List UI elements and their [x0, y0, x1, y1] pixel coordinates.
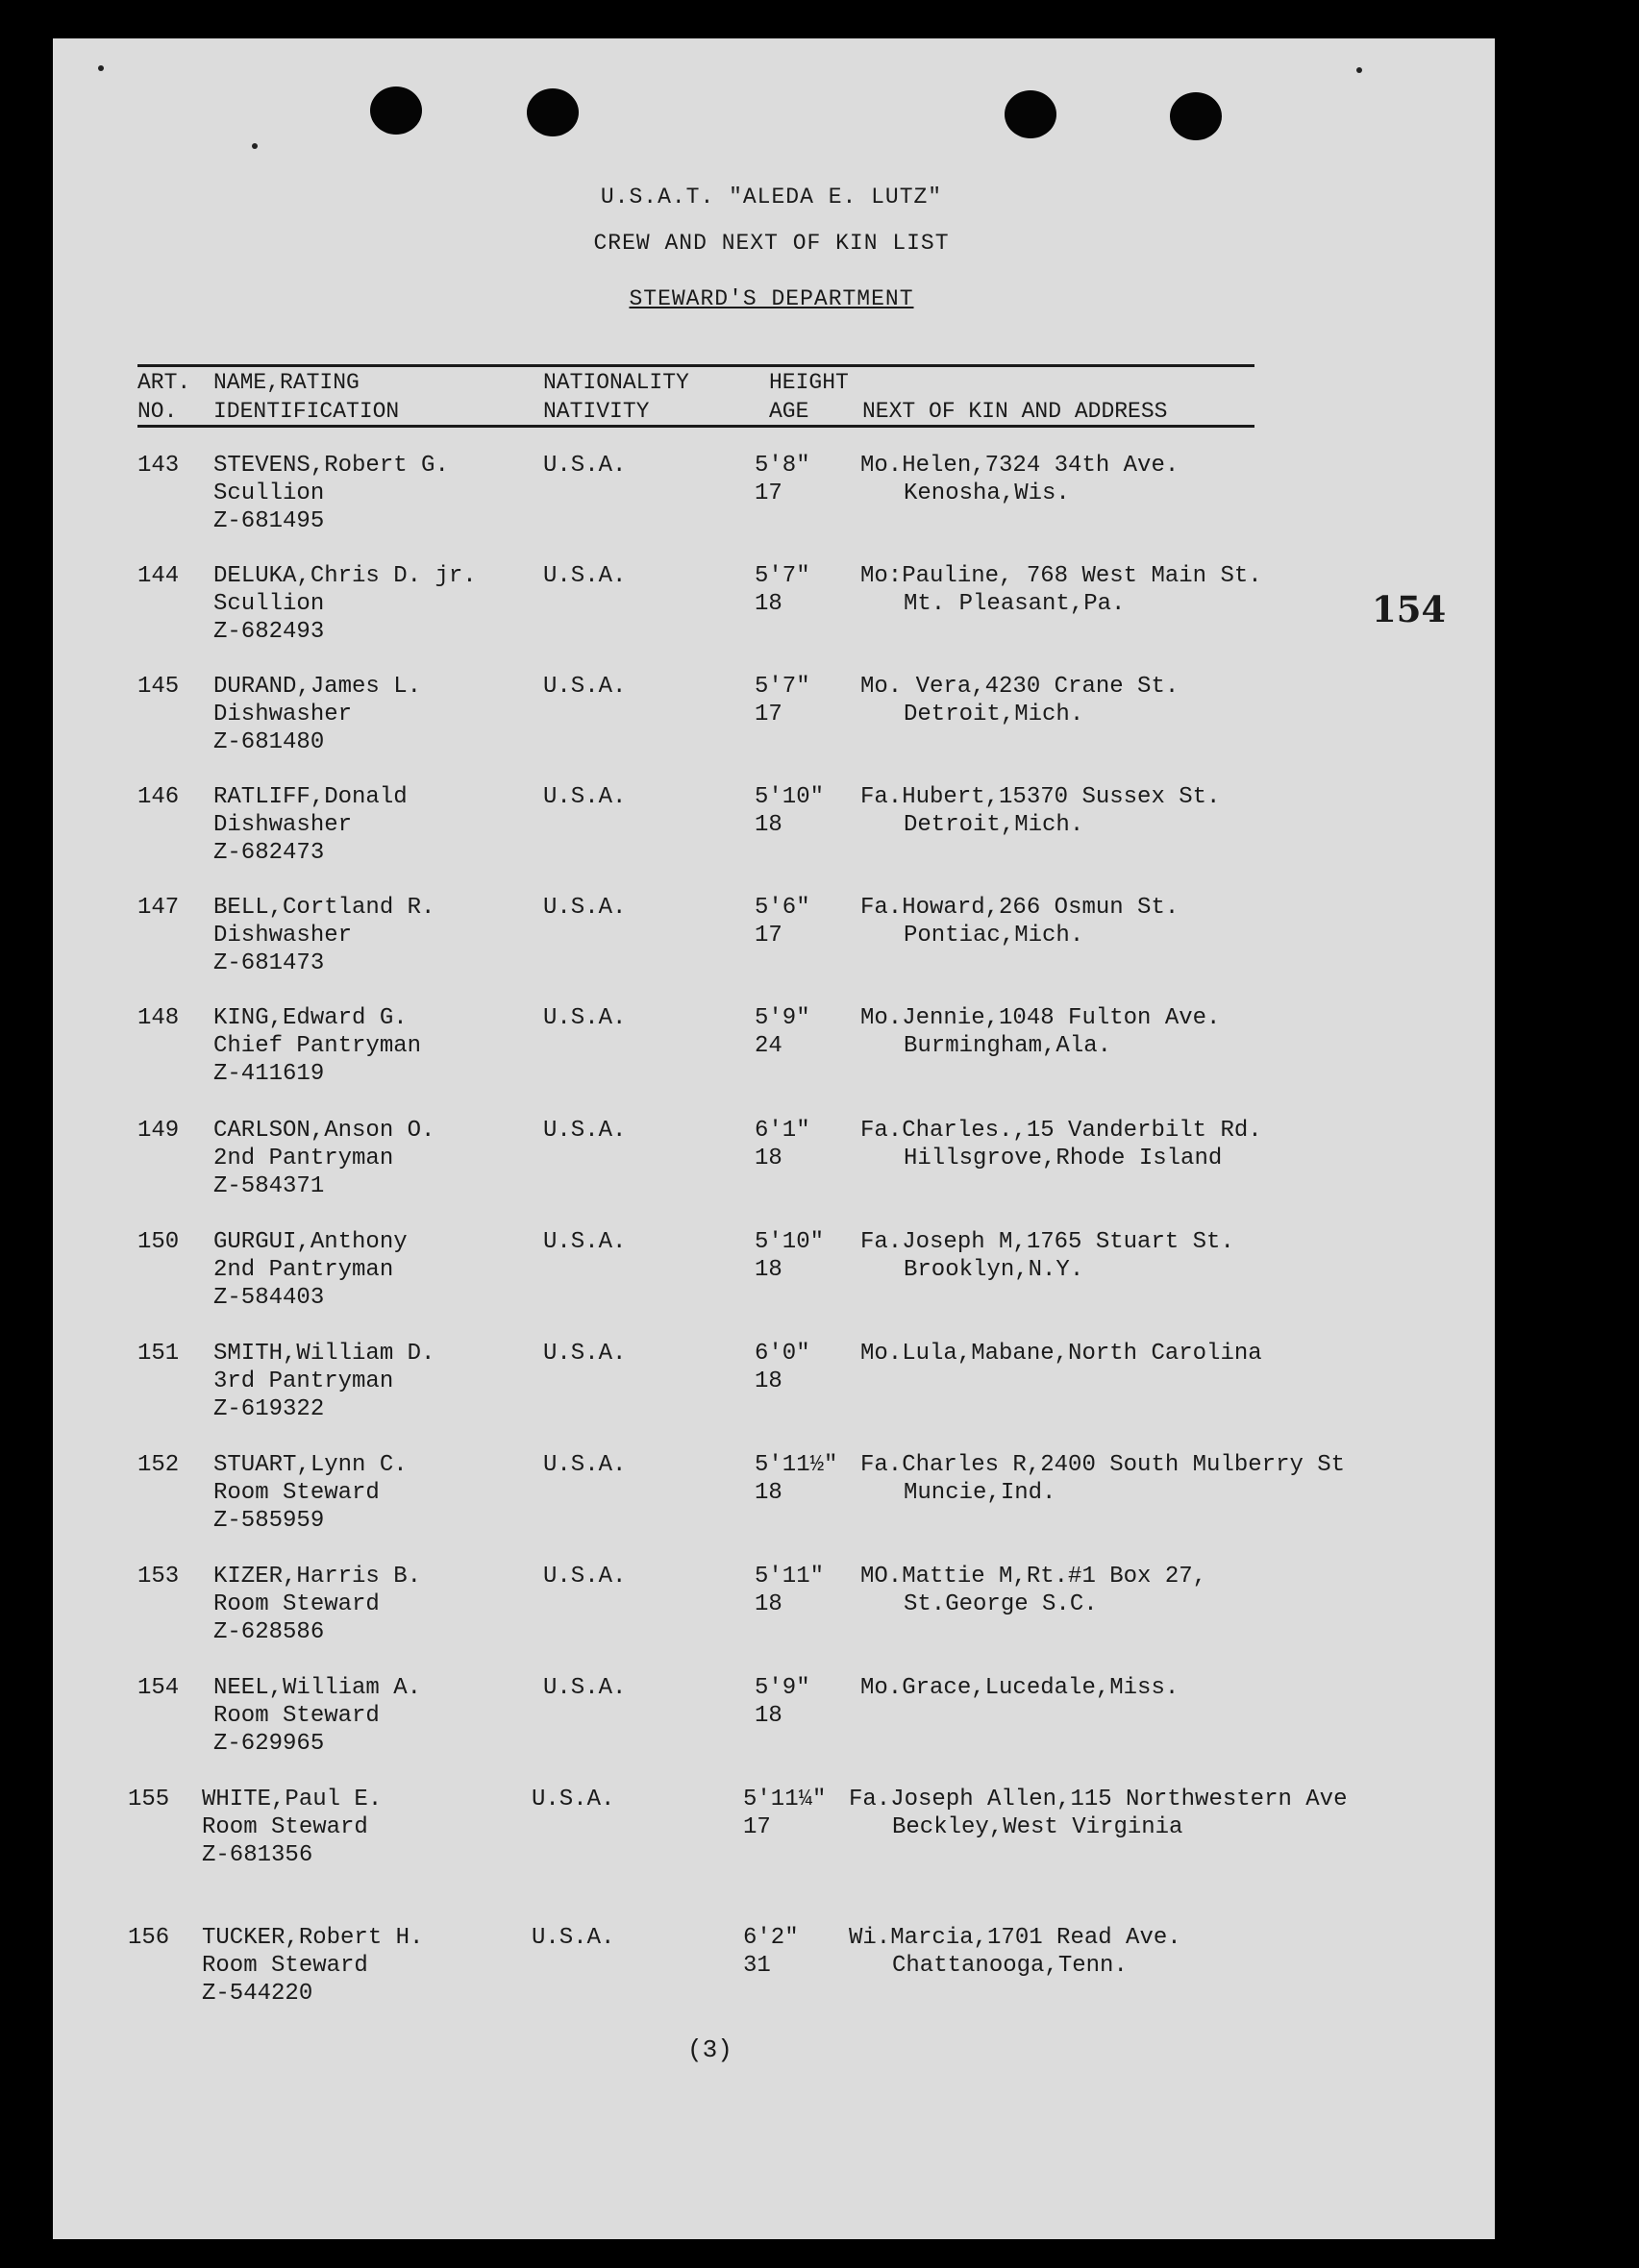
- punch-hole: [1170, 92, 1222, 140]
- crew-art: 154: [137, 1675, 180, 1701]
- name-block: [202, 1924, 423, 2008]
- crew-id: Z-619322: [213, 1396, 325, 1422]
- height-age: [755, 673, 810, 728]
- crew-height: 5'9": [755, 1005, 810, 1031]
- nationality: [543, 1004, 626, 1032]
- crew-addr: Mt. Pleasant,Pa.: [904, 591, 1126, 617]
- next-of-kin: [849, 1924, 1181, 1980]
- crew-rating: Dishwasher: [213, 812, 353, 838]
- next-of-kin: [860, 1117, 1262, 1172]
- crew-addr: Kenosha,Wis.: [904, 481, 1070, 506]
- crew-rating: Dishwasher: [213, 923, 353, 949]
- crew-addr: Detroit,Mich.: [904, 812, 1084, 838]
- crew-kin: Fa.Joseph Allen,115 Northwestern Ave: [849, 1787, 1348, 1812]
- crew-entry: [53, 452, 1495, 557]
- crew-height: 5'10": [755, 784, 825, 810]
- crew-rating: Room Steward: [213, 1591, 380, 1617]
- col-next-of-kin: NEXT OF KIN AND ADDRESS: [862, 399, 1168, 424]
- next-of-kin: [860, 1451, 1345, 1507]
- col-nationality: NATIONALITY NATIVITY: [543, 370, 689, 424]
- crew-addr: Burmingham,Ala.: [904, 1033, 1112, 1059]
- art-number: [137, 894, 179, 922]
- crew-nat: U.S.A.: [543, 895, 627, 921]
- height-age: [755, 1563, 824, 1618]
- crew-kin: Mo. Vera,4230 Crane St.: [860, 674, 1180, 700]
- next-of-kin: [860, 1228, 1234, 1284]
- crew-height: 5'11¼": [743, 1787, 827, 1812]
- crew-addr: Brooklyn,N.Y.: [904, 1257, 1084, 1283]
- crew-addr: Chattanooga,Tenn.: [892, 1953, 1128, 1979]
- next-of-kin: [860, 1340, 1262, 1395]
- crew-rating: 2nd Pantryman: [213, 1146, 394, 1171]
- crew-age: 18: [755, 1480, 782, 1506]
- next-of-kin: [860, 783, 1220, 839]
- crew-name: DELUKA,Chris D. jr.: [213, 563, 477, 589]
- crew-rating: 3rd Pantryman: [213, 1368, 394, 1394]
- crew-age: 18: [755, 1368, 782, 1394]
- list-title: CREW AND NEXT OF KIN LIST: [593, 231, 950, 256]
- crew-addr: Pontiac,Mich.: [904, 923, 1084, 949]
- height-age: [743, 1924, 799, 1980]
- punch-hole: [1005, 90, 1056, 138]
- crew-kin: Mo.Helen,7324 34th Ave.: [860, 453, 1180, 479]
- crew-art: 147: [137, 895, 180, 921]
- crew-nat: U.S.A.: [543, 453, 627, 479]
- col-height-age: HEIGHT AGE: [769, 370, 849, 424]
- nationality: [543, 1340, 626, 1368]
- height-age: [755, 1004, 810, 1060]
- crew-kin: Mo.Jennie,1048 Fulton Ave.: [860, 1005, 1221, 1031]
- crew-name: KIZER,Harris B.: [213, 1564, 422, 1590]
- department-title: STEWARD'S DEPARTMENT: [629, 286, 914, 311]
- crew-height: 5'11": [755, 1564, 825, 1590]
- punch-hole: [370, 86, 422, 135]
- nationality: [543, 1563, 626, 1590]
- crew-addr: St.George S.C.: [904, 1591, 1098, 1617]
- crew-id: Z-681473: [213, 950, 325, 976]
- name-block: [213, 673, 421, 756]
- crew-entry: [53, 1117, 1495, 1222]
- speck: [252, 143, 258, 149]
- page-number: (3): [687, 2035, 733, 2064]
- crew-id: Z-411619: [213, 1061, 325, 1087]
- crew-kin: MO.Mattie M,Rt.#1 Box 27,: [860, 1564, 1207, 1590]
- crew-name: SMITH,William D.: [213, 1341, 435, 1367]
- crew-rating: Room Steward: [213, 1703, 380, 1729]
- crew-kin: Fa.Hubert,15370 Sussex St.: [860, 784, 1221, 810]
- nationality: [532, 1786, 614, 1813]
- name-block: [213, 1004, 421, 1088]
- crew-art: 153: [137, 1564, 180, 1590]
- crew-entry: [53, 1786, 1495, 1891]
- crew-kin: Fa.Joseph M,1765 Stuart St.: [860, 1229, 1234, 1255]
- crew-age: 18: [755, 591, 782, 617]
- crew-kin: Fa.Charles.,15 Vanderbilt Rd.: [860, 1118, 1262, 1144]
- crew-rating: Dishwasher: [213, 702, 353, 727]
- crew-id: Z-629965: [213, 1731, 325, 1757]
- crew-rating: Scullion: [213, 591, 325, 617]
- crew-id: Z-584403: [213, 1285, 325, 1311]
- crew-age: 18: [755, 1703, 782, 1729]
- crew-id: Z-681356: [202, 1842, 313, 1868]
- crew-nat: U.S.A.: [543, 1341, 627, 1367]
- next-of-kin: [860, 1563, 1206, 1618]
- crew-age: 17: [755, 702, 782, 727]
- height-age: [755, 1451, 837, 1507]
- name-block: [213, 1340, 435, 1423]
- next-of-kin: [860, 894, 1179, 949]
- height-age: [755, 894, 810, 949]
- crew-rating: Room Steward: [202, 1814, 368, 1840]
- name-block: [213, 1674, 421, 1758]
- crew-height: 5'9": [755, 1675, 810, 1701]
- name-block: [213, 1228, 408, 1312]
- crew-name: KING,Edward G.: [213, 1005, 408, 1031]
- crew-id: Z-585959: [213, 1508, 325, 1534]
- nationality: [543, 1451, 626, 1479]
- height-age: [755, 1228, 824, 1284]
- height-age: [755, 783, 824, 839]
- crew-id: Z-544220: [202, 1981, 313, 2007]
- crew-age: 18: [755, 1591, 782, 1617]
- name-block: [213, 1117, 435, 1200]
- crew-id: Z-628586: [213, 1619, 325, 1645]
- crew-height: 5'8": [755, 453, 810, 479]
- crew-entry: [53, 1451, 1495, 1557]
- crew-art: 143: [137, 453, 180, 479]
- crew-rating: 2nd Pantryman: [213, 1257, 394, 1283]
- punch-hole: [527, 88, 579, 136]
- crew-age: 17: [755, 481, 782, 506]
- col-name-rating: NAME,RATING IDENTIFICATION: [213, 370, 400, 424]
- crew-entry: [53, 1674, 1495, 1780]
- art-number: [137, 1451, 179, 1479]
- crew-rating: Room Steward: [202, 1953, 368, 1979]
- name-block: [213, 783, 408, 867]
- art-number: [137, 1117, 179, 1145]
- name-block: [202, 1786, 382, 1869]
- crew-id: Z-681495: [213, 508, 325, 534]
- name-block: [213, 894, 435, 977]
- crew-art: 144: [137, 563, 180, 589]
- height-age: [755, 452, 810, 507]
- next-of-kin: [860, 562, 1262, 618]
- nationality: [543, 1228, 626, 1256]
- crew-rating: Scullion: [213, 481, 325, 506]
- speck: [1356, 67, 1362, 73]
- art-number: [137, 1340, 179, 1368]
- crew-name: STEVENS,Robert G.: [213, 453, 449, 479]
- speck: [98, 65, 104, 71]
- crew-name: RATLIFF,Donald: [213, 784, 408, 810]
- header-bottom-rule: [137, 425, 1254, 428]
- crew-entry: [53, 894, 1495, 999]
- crew-addr: [860, 1702, 1179, 1730]
- crew-id: Z-584371: [213, 1173, 325, 1199]
- crew-height: 5'11½": [755, 1452, 838, 1478]
- crew-rating: Room Steward: [213, 1480, 380, 1506]
- art-number: [137, 1004, 179, 1032]
- crew-height: 5'7": [755, 674, 810, 700]
- height-age: [743, 1786, 826, 1841]
- art-number: [137, 562, 179, 590]
- crew-art: 149: [137, 1118, 180, 1144]
- name-block: [213, 452, 449, 535]
- nationality: [532, 1924, 614, 1952]
- next-of-kin: [860, 673, 1179, 728]
- crew-entry: [53, 562, 1495, 668]
- nationality: [543, 1674, 626, 1702]
- crew-height: 6'1": [755, 1118, 810, 1144]
- crew-age: 18: [755, 1257, 782, 1283]
- crew-name: CARLSON,Anson O.: [213, 1118, 435, 1144]
- art-number: [137, 1674, 179, 1702]
- crew-nat: U.S.A.: [543, 784, 627, 810]
- crew-addr: Hillsgrove,Rhode Island: [904, 1146, 1223, 1171]
- crew-addr: Muncie,Ind.: [904, 1480, 1056, 1506]
- crew-id: Z-682473: [213, 840, 325, 866]
- crew-nat: U.S.A.: [543, 563, 627, 589]
- crew-height: 6'2": [743, 1925, 799, 1951]
- crew-entry: [53, 1924, 1495, 2030]
- document-page: [53, 38, 1495, 2239]
- crew-nat: U.S.A.: [543, 1229, 627, 1255]
- crew-rating: Chief Pantryman: [213, 1033, 422, 1059]
- crew-height: 6'0": [755, 1341, 810, 1367]
- crew-kin: Fa.Howard,266 Osmun St.: [860, 895, 1180, 921]
- height-age: [755, 1674, 810, 1730]
- height-age: [755, 1117, 810, 1172]
- crew-name: TUCKER,Robert H.: [202, 1925, 424, 1951]
- crew-art: 150: [137, 1229, 180, 1255]
- crew-addr: [860, 1368, 1262, 1395]
- crew-entry: [53, 783, 1495, 889]
- nationality: [543, 452, 626, 480]
- crew-entry: [53, 1004, 1495, 1110]
- name-block: [213, 1451, 408, 1535]
- crew-age: 24: [755, 1033, 782, 1059]
- crew-kin: Fa.Charles R,2400 South Mulberry St: [860, 1452, 1346, 1478]
- nationality: [543, 783, 626, 811]
- vessel-name: U.S.A.T. "ALEDA E. LUTZ": [600, 185, 943, 210]
- crew-age: 31: [743, 1953, 771, 1979]
- crew-entry: [53, 1228, 1495, 1334]
- crew-height: 5'10": [755, 1229, 825, 1255]
- crew-kin: Mo.Lula,Mabane,North Carolina: [860, 1341, 1262, 1367]
- next-of-kin: [849, 1786, 1347, 1841]
- crew-art: 152: [137, 1452, 180, 1478]
- nationality: [543, 1117, 626, 1145]
- name-block: [213, 562, 477, 646]
- crew-nat: U.S.A.: [543, 1118, 627, 1144]
- crew-age: 17: [743, 1814, 771, 1840]
- next-of-kin: [860, 1004, 1220, 1060]
- nationality: [543, 562, 626, 590]
- crew-name: WHITE,Paul E.: [202, 1787, 383, 1812]
- crew-art: 151: [137, 1341, 180, 1367]
- crew-id: Z-682493: [213, 619, 325, 645]
- nationality: [543, 894, 626, 922]
- name-block: [213, 1563, 421, 1646]
- art-number: [137, 783, 179, 811]
- crew-art: 146: [137, 784, 180, 810]
- nationality: [543, 673, 626, 701]
- crew-entry: [53, 1340, 1495, 1445]
- crew-addr: Detroit,Mich.: [904, 702, 1084, 727]
- crew-age: 17: [755, 923, 782, 949]
- next-of-kin: [860, 1674, 1179, 1730]
- art-number: [137, 673, 179, 701]
- art-number: [137, 1563, 179, 1590]
- crew-art: 148: [137, 1005, 180, 1031]
- crew-age: 18: [755, 1146, 782, 1171]
- crew-name: BELL,Cortland R.: [213, 895, 435, 921]
- crew-art: 145: [137, 674, 180, 700]
- crew-kin: Mo:Pauline, 768 West Main St.: [860, 563, 1262, 589]
- crew-age: 18: [755, 812, 782, 838]
- crew-nat: U.S.A.: [543, 1564, 627, 1590]
- crew-height: 5'7": [755, 563, 810, 589]
- crew-nat: U.S.A.: [532, 1925, 615, 1951]
- height-age: [755, 562, 810, 618]
- crew-nat: U.S.A.: [543, 674, 627, 700]
- crew-art: 155: [128, 1787, 170, 1812]
- crew-entry: [53, 1563, 1495, 1668]
- crew-kin: Wi.Marcia,1701 Read Ave.: [849, 1925, 1181, 1951]
- crew-entry: [53, 673, 1495, 778]
- art-number: [137, 452, 179, 480]
- crew-nat: U.S.A.: [543, 1675, 627, 1701]
- art-number: [137, 1228, 179, 1256]
- crew-height: 5'6": [755, 895, 810, 921]
- next-of-kin: [860, 452, 1179, 507]
- art-number: [128, 1786, 169, 1813]
- height-age: [755, 1340, 810, 1395]
- col-art-no: ART. NO.: [137, 370, 191, 424]
- crew-name: GURGUI,Anthony: [213, 1229, 408, 1255]
- crew-art: 156: [128, 1925, 170, 1951]
- crew-nat: U.S.A.: [543, 1452, 627, 1478]
- crew-name: NEEL,William A.: [213, 1675, 422, 1701]
- crew-name: STUART,Lynn C.: [213, 1452, 408, 1478]
- art-number: [128, 1924, 169, 1952]
- crew-kin: Mo.Grace,Lucedale,Miss.: [860, 1675, 1180, 1701]
- crew-addr: Beckley,West Virginia: [892, 1814, 1183, 1840]
- header-top-rule: [137, 364, 1254, 367]
- handwritten-page-mark: 154: [1372, 588, 1447, 630]
- crew-nat: U.S.A.: [543, 1005, 627, 1031]
- crew-id: Z-681480: [213, 729, 325, 755]
- crew-nat: U.S.A.: [532, 1787, 615, 1812]
- crew-name: DURAND,James L.: [213, 674, 422, 700]
